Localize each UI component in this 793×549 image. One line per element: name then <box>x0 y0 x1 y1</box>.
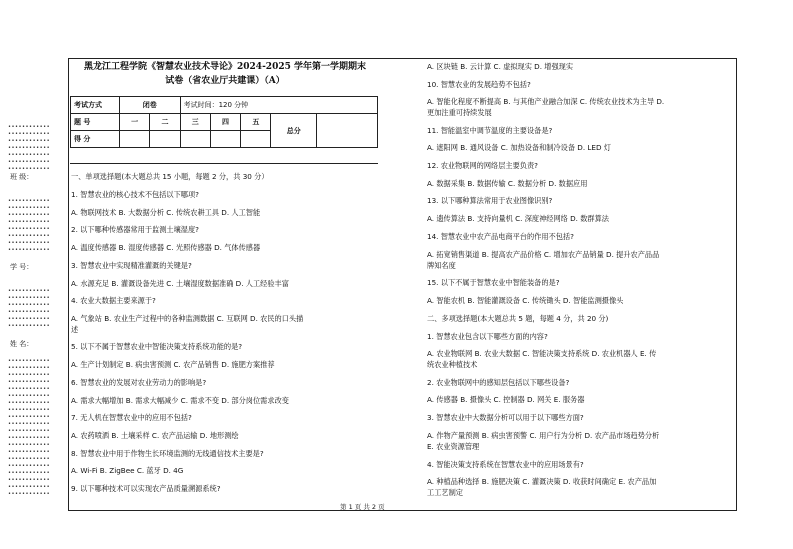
page-footer: 第 1 页 共 2 页 <box>340 503 385 511</box>
exam-title-line2: 试卷（省农业厅共建课）（A） <box>165 76 285 86</box>
left-line: A. 农药喷洒 B. 土壤采样 C. 农产品运输 D. 地形测绘 <box>71 431 239 440</box>
right-line: 1. 智慧农业包含以下哪些方面的内容? <box>427 332 548 341</box>
right-line: 工工艺制定 <box>427 488 463 497</box>
left-line: 1. 智慧农业的核心技术不包括以下哪项? <box>71 190 199 199</box>
left-line: 8. 智慧农业中用于作物生长环境监测的无线通信技术主要是? <box>71 449 264 458</box>
right-line: 2. 农业物联网中的感知层包括以下哪些设备? <box>427 378 570 387</box>
section-divider <box>70 163 378 164</box>
left-line: 9. 以下哪种技术可以实现农产品质量溯源系统? <box>71 484 221 493</box>
left-line: A. 温度传感器 B. 湿度传感器 C. 光照传感器 D. 气体传感器 <box>71 243 261 252</box>
left-line: 5. 以下不属于智慧农业中智能决策支持系统功能的是? <box>71 342 243 351</box>
exam-info-table <box>70 96 378 148</box>
right-line: 11. 智能温室中调节温度的主要设备是? <box>427 126 553 135</box>
binding-line-mid1: •••••••••••• •••••••••••• •••••••••••• •••••••••••• •••••••••••• •••••••••••• •••••••••••• •••••••••••• <box>8 198 51 253</box>
exam-mode-value: 闭卷 <box>120 97 181 114</box>
left-line: 6. 智慧农业的发展对农业劳动力的影响是? <box>71 378 207 387</box>
col-3: 三 <box>180 114 210 131</box>
right-line: A. 遮阳网 B. 通风设备 C. 加热设备和制冷设备 D. LED 灯 <box>427 143 611 152</box>
binding-line-top: •••••••••••• •••••••••••• •••••••••••• •••••••••••• •••••••••••• •••••••••••• •••••••••••• <box>8 124 51 172</box>
left-line: 述 <box>71 325 79 334</box>
right-line: 10. 智慧农业的发展趋势不包括? <box>427 80 531 89</box>
right-line: 13. 以下哪种算法常用于农业图像识别? <box>427 196 553 205</box>
left-line: 4. 农业大数据主要来源于? <box>71 296 156 305</box>
right-line: 3. 智慧农业中大数据分析可以用于以下哪些方面? <box>427 413 584 422</box>
right-line: 14. 智慧农业中农产品电商平台的作用不包括? <box>427 232 574 241</box>
col-2: 二 <box>150 114 180 131</box>
right-line: A. 传感器 B. 摄像头 C. 控制器 D. 网关 E. 服务器 <box>427 395 585 404</box>
right-line: A. 拓宽销售渠道 B. 提高农产品价格 C. 增加农产品销量 D. 提升农产品品 <box>427 250 660 259</box>
col-1: 一 <box>120 114 150 131</box>
question-number-label: 题 号 <box>71 114 120 131</box>
exam-title-line1: 黑龙江工程学院《智慧农业技术导论》2024-2025 学年第一学期期末 <box>84 62 366 72</box>
right-line: E. 农业资源管理 <box>427 442 480 451</box>
left-line: A. 物联网技术 B. 大数据分析 C. 传统农耕工具 D. 人工智能 <box>71 208 261 217</box>
score-cell-3[interactable] <box>180 131 210 148</box>
left-line: A. 水源充足 B. 灌溉设备先进 C. 土壤湿度数据准确 D. 人工经验丰富 <box>71 279 289 288</box>
right-line: A. 作物产量预测 B. 病虫害预警 C. 用户行为分析 D. 农产品市场趋势分析 <box>427 431 660 440</box>
binding-line-bottom: •••••••••••• •••••••••••• •••••••••••• •••••••••••• •••••••••••• •••••••••••• •••••••••••• •••••••••••• •••••••••••• •••••••••••• •••••••••••• •••••••••••• •••••••••••• •••••••••••• •••••••••••• •••••••••••• •••••••••••• •••••••••••• •••••••••••• •••••••••••• <box>8 358 51 497</box>
score-cell-4[interactable] <box>210 131 240 148</box>
col-4: 四 <box>210 114 240 131</box>
student-id-label: 学 号： <box>10 263 34 271</box>
score-label: 得 分 <box>71 131 120 148</box>
right-line: A. 区块链 B. 云计算 C. 虚拟现实 D. 增强现实 <box>427 62 574 71</box>
right-line: 更加注重可持续发展 <box>427 108 492 117</box>
score-cell-1[interactable] <box>120 131 150 148</box>
score-cell-2[interactable] <box>150 131 180 148</box>
left-line: A. 气象站 B. 农业生产过程中的各种监测数据 C. 互联网 D. 农民的口头描 <box>71 314 304 323</box>
right-line: 12. 农业物联网的网络层主要负责? <box>427 161 538 170</box>
right-line: 二、多项选择题(本大题总共 5 题，每题 4 分，共 20 分) <box>427 314 609 323</box>
right-line: A. 智能农机 B. 智能灌溉设备 C. 传统锄头 D. 智能监测摄像头 <box>427 296 624 305</box>
score-cell-5[interactable] <box>241 131 271 148</box>
exam-mode-label: 考试方式 <box>71 97 120 114</box>
right-line: 统农业种植技术 <box>427 360 478 369</box>
right-line: A. 农业物联网 B. 农业大数据 C. 智能决策支持系统 D. 农业机器人 E. 传 <box>427 349 657 358</box>
right-line: 15. 以下不属于智慧农业中智能装备的是? <box>427 278 560 287</box>
exam-time: 考试时间：120 分钟 <box>180 97 377 114</box>
col-5: 五 <box>241 114 271 131</box>
name-label: 姓 名： <box>10 340 34 348</box>
total-label: 总分 <box>271 114 317 148</box>
right-line: A. 遗传算法 B. 支持向量机 C. 深度神经网络 D. 数群算法 <box>427 214 609 223</box>
left-line: A. 需求大幅增加 B. 需求大幅减少 C. 需求不变 D. 部分岗位需求改变 <box>71 396 289 405</box>
binding-line-mid2: •••••••••••• •••••••••••• •••••••••••• •••••••••••• •••••••••••• •••••••••••• <box>8 288 51 329</box>
left-line: A. 生产计划制定 B. 病虫害预测 C. 农产品销售 D. 施肥方案推荐 <box>71 360 275 369</box>
left-line: A. Wi-Fi B. ZigBee C. 蓝牙 D. 4G <box>71 466 184 475</box>
right-line: A. 数据采集 B. 数据传输 C. 数据分析 D. 数据应用 <box>427 179 588 188</box>
class-label: 班 级： <box>10 173 34 181</box>
left-line: 3. 智慧农业中实现精准灌溉的关键是? <box>71 261 192 270</box>
right-line: 牌知名度 <box>427 261 456 270</box>
left-line: 7. 无人机在智慧农业中的应用不包括? <box>71 413 192 422</box>
right-line: A. 种植品种选择 B. 施肥决策 C. 灌溉决策 D. 收获时间确定 E. 农产品加 <box>427 477 657 486</box>
left-line: 2. 以下哪种传感器常用于监测土壤湿度? <box>71 225 199 234</box>
right-line: 4. 智能决策支持系统在智慧农业中的应用场景有? <box>427 460 584 469</box>
right-line: A. 智能化程度不断提高 B. 与其他产业融合加深 C. 传统农业技术为主导 D. <box>427 97 665 106</box>
left-line: 一、单项选择题(本大题总共 15 小题，每题 2 分，共 30 分） <box>71 172 269 181</box>
total-score-cell[interactable] <box>317 114 378 148</box>
